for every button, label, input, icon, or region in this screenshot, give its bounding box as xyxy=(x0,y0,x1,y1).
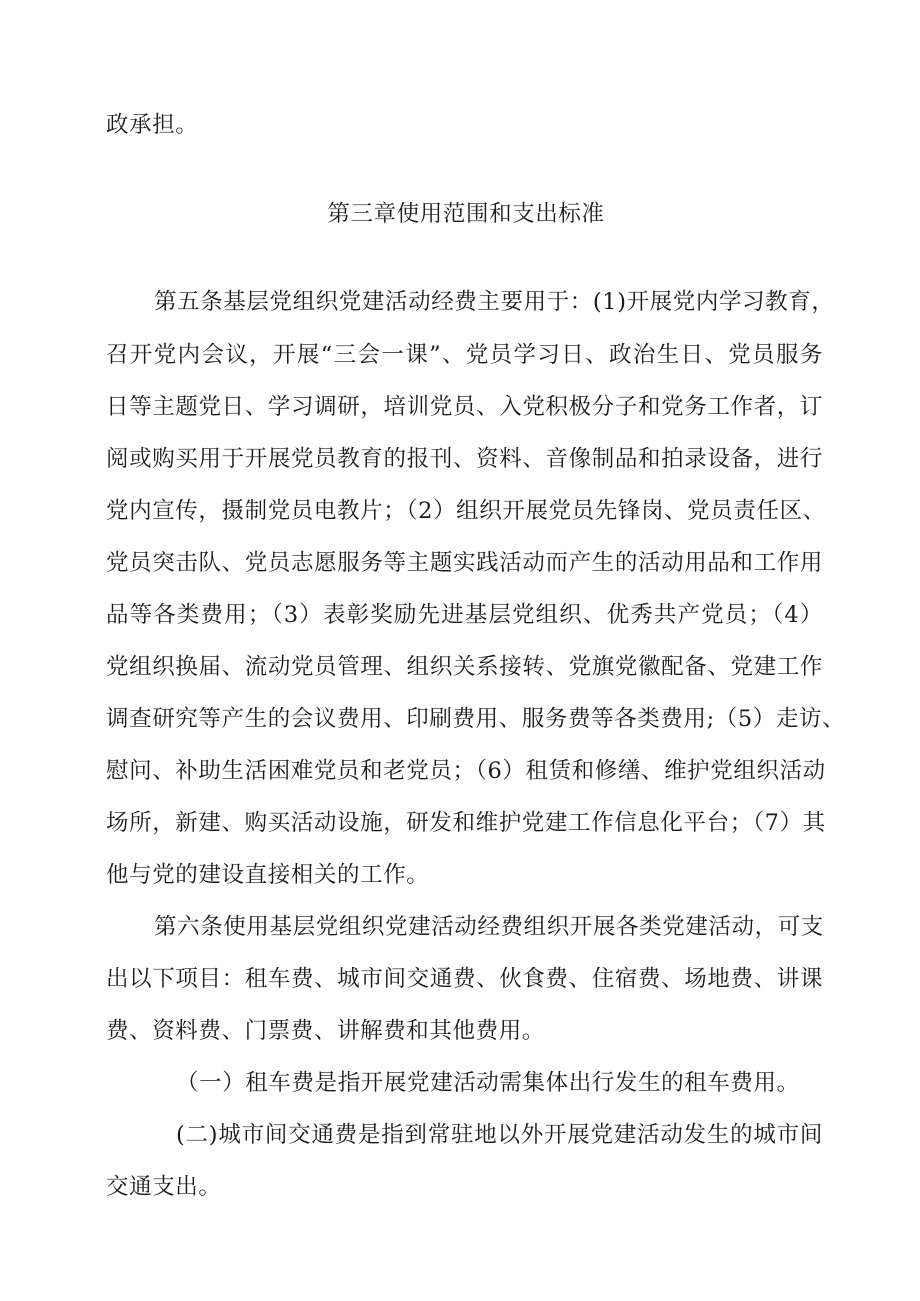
paragraph-line: （一）租车费是指开展党建活动需集体出行发生的租车费用。 xyxy=(176,1070,800,1096)
paragraph-line: 第六条使用基层党组织党建活动经费组织开展各类党建活动，可支 xyxy=(154,914,824,940)
paragraph-line: 费、资料费、门票费、讲解费和其他费用。 xyxy=(106,1018,545,1044)
continuation-text: 政承担。 xyxy=(106,112,199,138)
paragraph-line: 调查研究等产生的会议费用、印刷费用、服务费等各类费用;（5）走访、 xyxy=(106,706,846,732)
paragraph-line: 日等主题党日、学习调研，培训党员、入党积极分子和党务工作者，订 xyxy=(106,394,823,420)
paragraph-line: 品等各类费用；（3）表彰奖励先进基层党组织、优秀共产党员；（4） xyxy=(106,602,823,628)
paragraph-line: 党内宣传，摄制党员电教片；（2）组织开展党员先锋岗、党员责任区、 xyxy=(106,498,826,524)
paragraph-line: 第五条基层党组织党建活动经费主要用于：(1)开展党内学习教育， xyxy=(154,289,835,315)
paragraph-line: 党员突击队、党员志愿服务等主题实践活动而产生的活动用品和工作用 xyxy=(106,550,823,576)
paragraph-line: (二)城市间交通费是指到常驻地以外开展党建活动发生的城市间 xyxy=(176,1122,823,1148)
paragraph-line: 阅或购买用于开展党员教育的报刊、资料、音像制品和拍录设备，进行 xyxy=(106,446,823,472)
paragraph-line: 慰问、补助生活困难党员和老党员；（6）租赁和修缮、维护党组织活动 xyxy=(106,758,826,784)
paragraph-line: 他与党的建设直接相关的工作。 xyxy=(106,862,430,888)
paragraph-line: 党组织换届、流动党员管理、组织关系接转、党旗党徽配备、党建工作 xyxy=(106,654,823,680)
paragraph-line: 召开党内会议，开展“三会一课”、党员学习日、政治生日、党员服务 xyxy=(106,342,823,368)
paragraph-line: 交通支出。 xyxy=(106,1174,222,1200)
paragraph-line: 场所，新建、购买活动设施，研发和维护党建工作信息化平台；（7）其 xyxy=(106,810,826,836)
chapter-heading: 第三章使用范围和支出标准 xyxy=(327,201,605,227)
paragraph-line: 出以下项目：租车费、城市间交通费、伙食费、住宿费、场地费、讲课 xyxy=(106,966,823,992)
